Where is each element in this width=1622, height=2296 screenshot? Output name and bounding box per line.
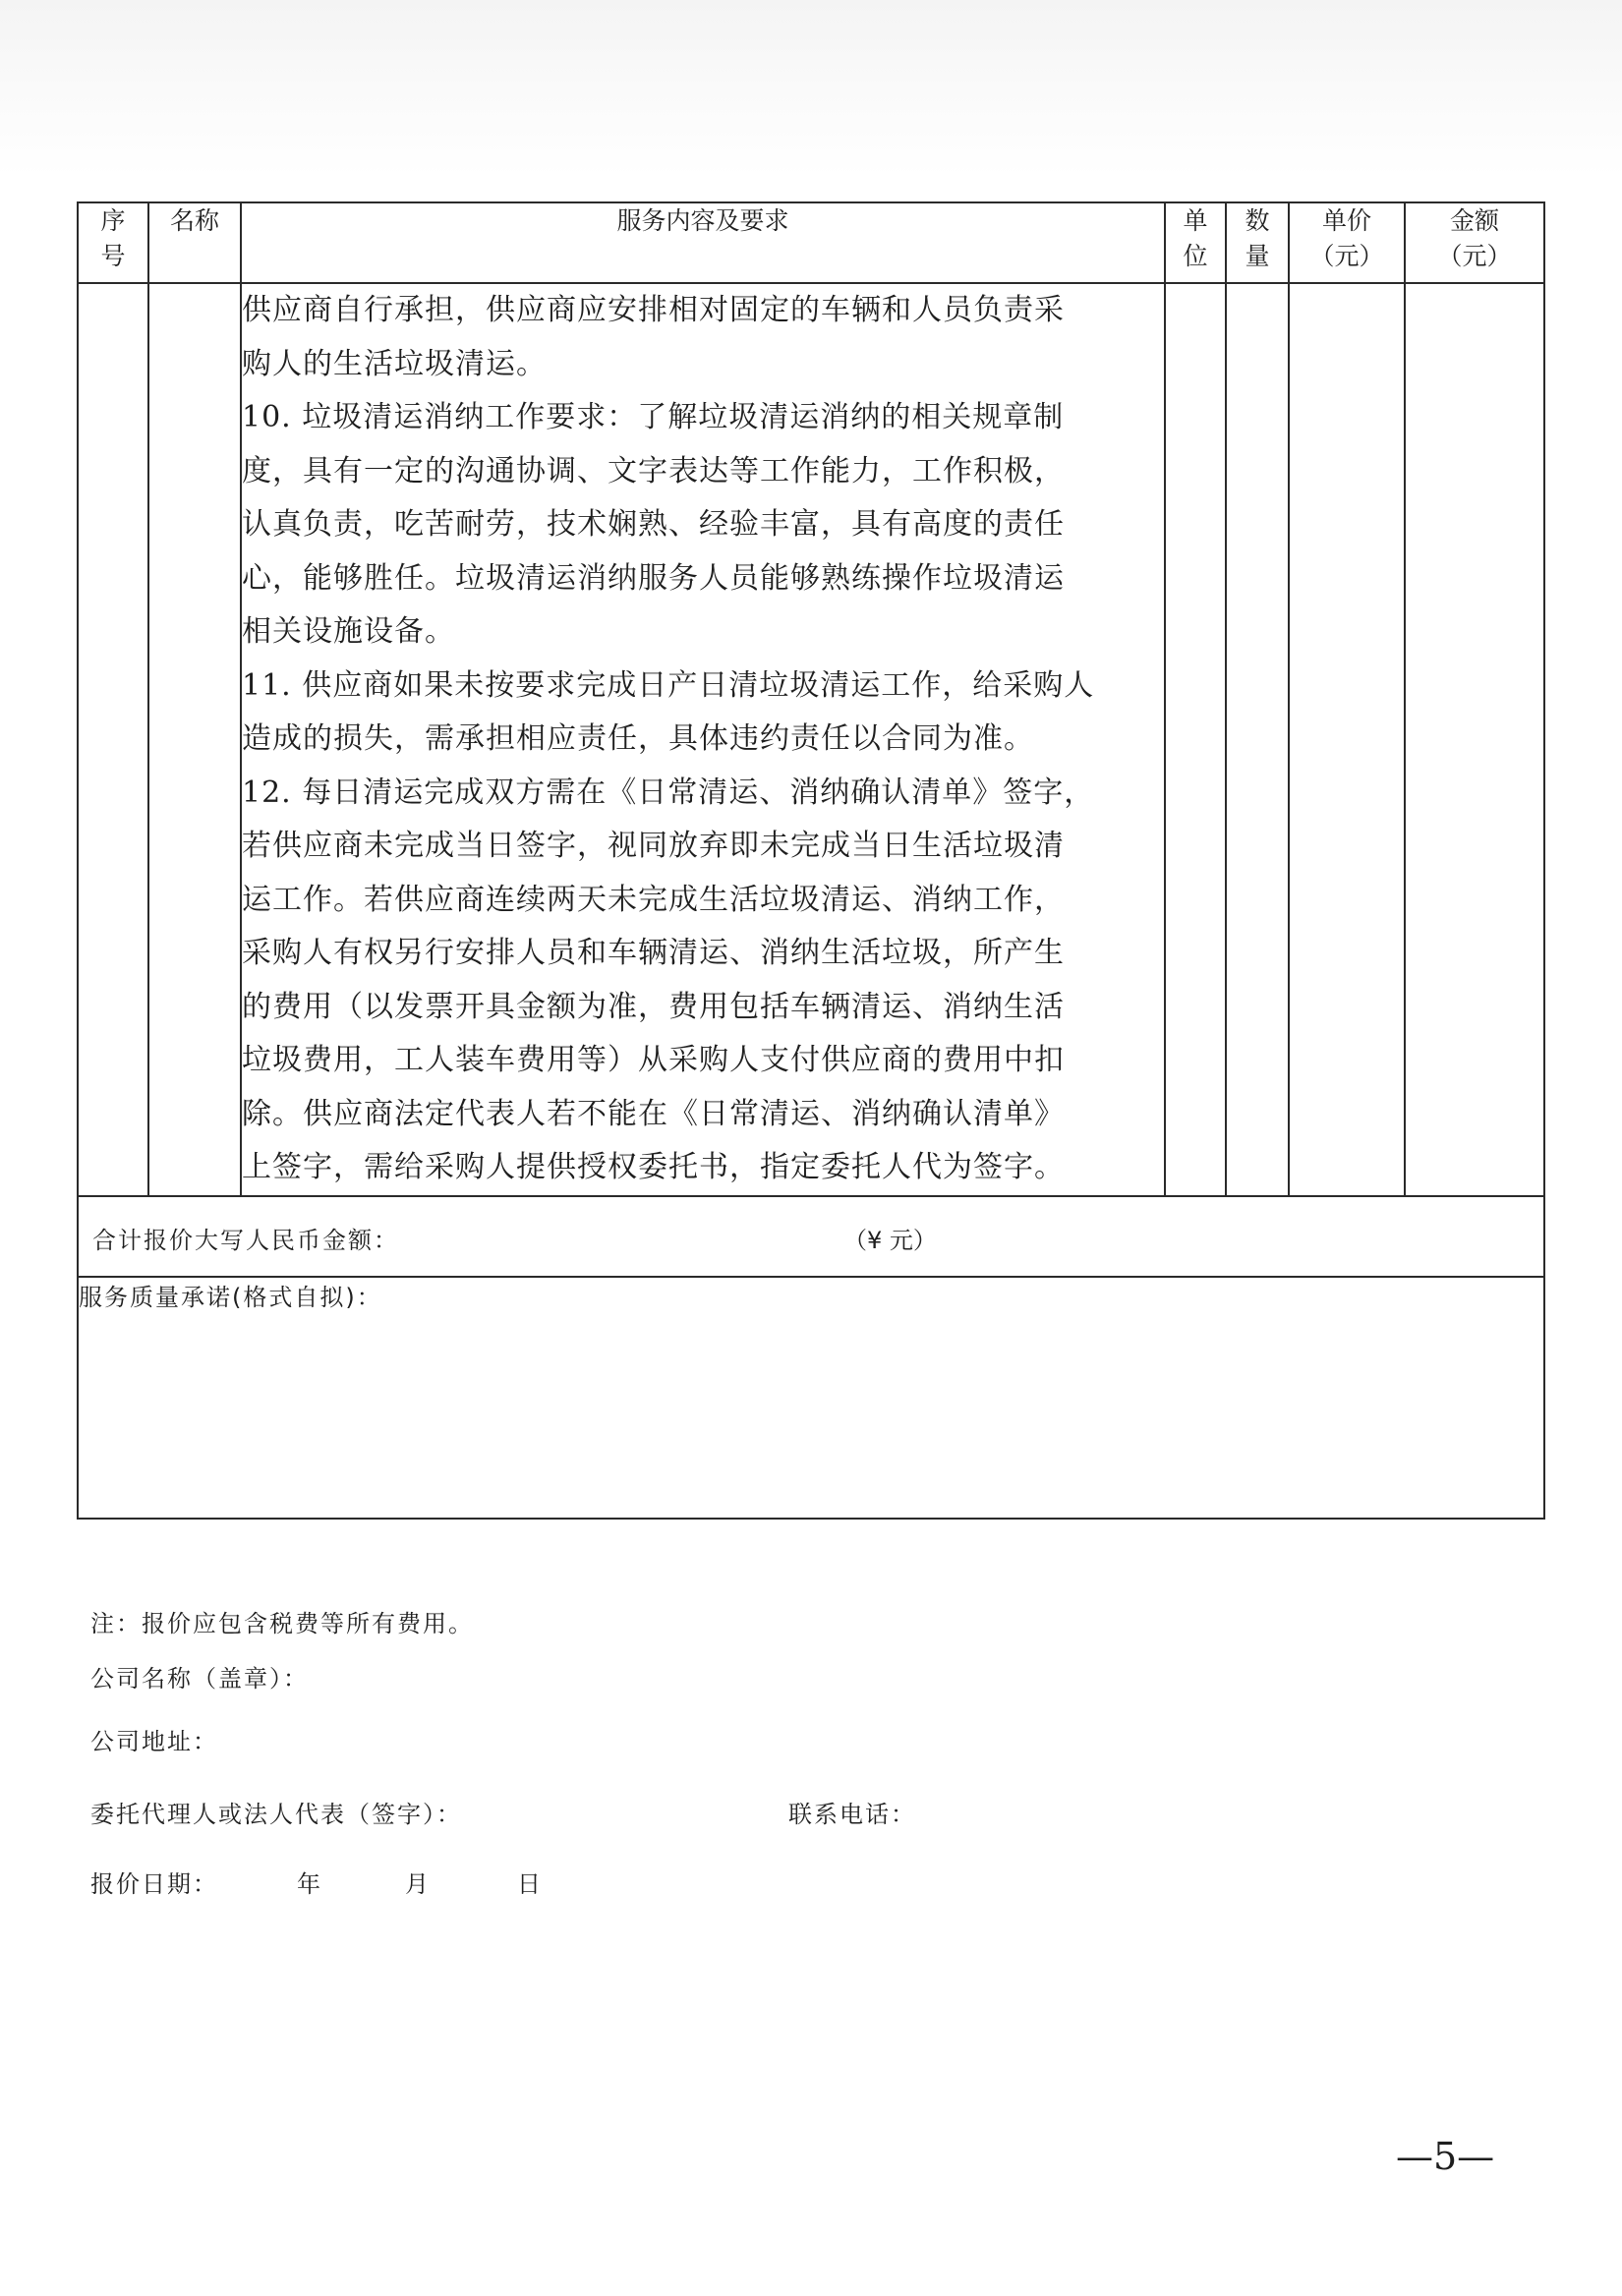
content-line: 10. 垃圾清运消纳工作要求：了解垃圾清运消纳的相关规章制 xyxy=(242,400,1065,434)
content-line: 购人的生活垃圾清运。 xyxy=(242,346,547,381)
content-line: 上签字，需给采购人提供授权委托书，指定委托人代为签字。 xyxy=(242,1150,1065,1184)
phone-label: 联系电话： xyxy=(788,1801,916,1828)
total-yuan: （¥ 元） xyxy=(843,1226,937,1254)
content-line: 造成的损失，需承担相应责任，具体违约责任以合同为准。 xyxy=(242,721,1034,756)
date-day: 日 xyxy=(517,1870,543,1898)
content-row xyxy=(78,283,1544,1196)
date-month: 月 xyxy=(405,1870,431,1898)
header-amount: 金额 （元） xyxy=(1405,202,1544,283)
content-line: 12. 每日清运完成双方需在《日常清运、消纳确认清单》签字， xyxy=(242,775,1095,810)
cell-amount xyxy=(1405,283,1544,1196)
header-seq: 序 号 xyxy=(78,202,148,283)
content-line: 认真负责，吃苦耐劳，技术娴熟、经验丰富，具有高度的责任 xyxy=(242,507,1065,542)
company-address-label: 公司地址： xyxy=(90,1728,218,1755)
content-line: 供应商自行承担，供应商应安排相对固定的车辆和人员负责采 xyxy=(242,293,1065,327)
cell-price xyxy=(1289,283,1405,1196)
content-line: 11. 供应商如果未按要求完成日产日清垃圾清运工作，给采购人 xyxy=(242,667,1095,703)
header-content: 服务内容及要求 xyxy=(241,202,1165,283)
date-year: 年 xyxy=(297,1870,322,1898)
promise-row xyxy=(78,1277,1544,1519)
cell-seq xyxy=(78,283,148,1196)
quotation-sheet xyxy=(77,201,1543,1520)
content-line: 采购人有权另行安排人员和车辆清运、消纳生活垃圾，所产生 xyxy=(242,936,1065,970)
content-line: 心，能够胜任。垃圾清运消纳服务人员能够熟练操作垃圾清运 xyxy=(242,560,1065,596)
total-cell[interactable] xyxy=(78,1196,1544,1277)
page-number: —5— xyxy=(1396,2135,1495,2178)
cell-name xyxy=(148,283,241,1196)
company-name-label: 公司名称（盖章）： xyxy=(90,1665,309,1693)
note-text: 注：报价应包含税费等所有费用。 xyxy=(90,1610,474,1637)
header-unit: 单 位 xyxy=(1165,202,1226,283)
content-line: 相关设施设备。 xyxy=(242,614,455,649)
content-line: 若供应商未完成当日签字，视同放弃即未完成当日生活垃圾清 xyxy=(242,829,1065,863)
content-line: 的费用（以发票开具金额为准，费用包括车辆清运、消纳生活 xyxy=(242,989,1065,1024)
agent-signature-label: 委托代理人或法人代表（签字）： xyxy=(90,1801,462,1828)
header-qty: 数 量 xyxy=(1226,202,1289,283)
promise-cell[interactable] xyxy=(78,1277,1544,1519)
cell-unit xyxy=(1165,283,1226,1196)
quotation-table xyxy=(77,201,1545,1520)
content-line: 除。供应商法定代表人若不能在《日常清运、消纳确认清单》 xyxy=(242,1096,1065,1131)
content-line: 运工作。若供应商连续两天未完成生活垃圾清运、消纳工作， xyxy=(242,882,1065,917)
header-price: 单价 （元） xyxy=(1289,202,1405,283)
content-line: 垃圾费用，工人装车费用等）从采购人支付供应商的费用中扣 xyxy=(242,1043,1065,1077)
total-label: 合计报价大写人民币金额： xyxy=(92,1226,399,1254)
total-row xyxy=(78,1196,1544,1277)
promise-label: 服务质量承诺(格式自拟)： xyxy=(79,1283,382,1311)
cell-content xyxy=(241,283,1165,1196)
header-row xyxy=(78,202,1544,283)
date-label: 报价日期： xyxy=(90,1870,218,1898)
scan-shadow xyxy=(0,0,1622,177)
header-name: 名称 xyxy=(148,202,241,283)
content-line: 度，具有一定的沟通协调、文字表达等工作能力，工作积极， xyxy=(242,453,1065,488)
cell-qty xyxy=(1226,283,1289,1196)
